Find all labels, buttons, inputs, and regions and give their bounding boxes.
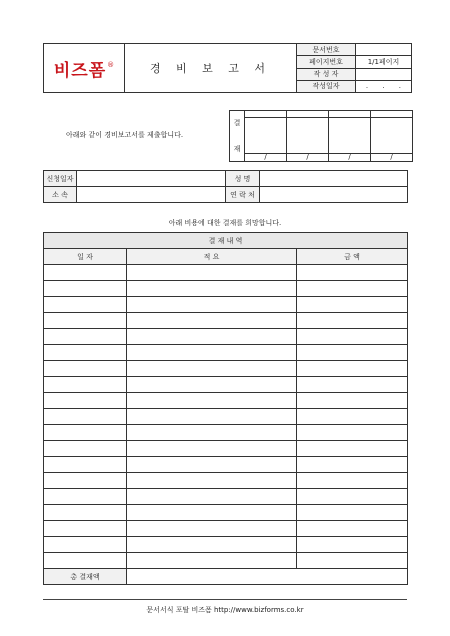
table-row xyxy=(44,441,408,457)
expense-amount-cell[interactable] xyxy=(297,313,408,329)
expense-description-cell[interactable] xyxy=(127,265,297,281)
expense-date-cell[interactable] xyxy=(44,313,127,329)
expense-date-cell[interactable] xyxy=(44,297,127,313)
approval-date-3[interactable]: / xyxy=(329,153,371,162)
table-row xyxy=(44,329,408,345)
approval-title-1[interactable] xyxy=(245,111,287,118)
expense-date-cell[interactable] xyxy=(44,281,127,297)
footer-divider xyxy=(43,599,407,600)
document-title: 경 비 보 고 서 xyxy=(125,44,297,93)
expense-date-cell[interactable] xyxy=(44,553,127,569)
expense-description-cell[interactable] xyxy=(127,457,297,473)
expense-amount-cell[interactable] xyxy=(297,553,408,569)
approval-date-1[interactable]: / xyxy=(245,153,287,162)
expense-amount-cell[interactable] xyxy=(297,473,408,489)
expense-amount-cell[interactable] xyxy=(297,345,408,361)
intro-text: 아래와 같이 경비보고서를 제출합니다. xyxy=(66,131,184,139)
expense-amount-cell[interactable] xyxy=(297,441,408,457)
expense-section-title: 결 재 내 역 xyxy=(44,233,408,249)
table-row xyxy=(44,345,408,361)
expense-description-cell[interactable] xyxy=(127,505,297,521)
expense-description-cell[interactable] xyxy=(127,409,297,425)
department-field[interactable] xyxy=(77,187,226,203)
expense-amount-cell[interactable] xyxy=(297,425,408,441)
expense-date-cell[interactable] xyxy=(44,457,127,473)
approval-date-4[interactable]: / xyxy=(371,153,413,162)
expense-amount-cell[interactable] xyxy=(297,505,408,521)
author-value[interactable] xyxy=(356,68,412,80)
table-row xyxy=(44,425,408,441)
approval-label-top: 결 xyxy=(233,119,241,127)
table-row xyxy=(44,281,408,297)
name-label: 성 명 xyxy=(226,171,260,187)
expense-amount-cell[interactable] xyxy=(297,409,408,425)
table-row xyxy=(44,521,408,537)
expense-amount-cell[interactable] xyxy=(297,281,408,297)
table-row xyxy=(44,377,408,393)
expense-description-cell[interactable] xyxy=(127,425,297,441)
department-label: 소 속 xyxy=(44,187,77,203)
approval-title-2[interactable] xyxy=(287,111,329,118)
expense-description-cell[interactable] xyxy=(127,393,297,409)
apply-date-label: 신청일자 xyxy=(44,171,77,187)
expense-date-cell[interactable] xyxy=(44,473,127,489)
bizforms-logo: 비즈폼 xyxy=(53,60,107,81)
table-row xyxy=(44,473,408,489)
document-header xyxy=(43,43,412,93)
expense-date-cell[interactable] xyxy=(44,489,127,505)
column-header-description: 적 요 xyxy=(127,249,297,265)
approval-title-3[interactable] xyxy=(329,111,371,118)
expense-description-cell[interactable] xyxy=(127,345,297,361)
expense-description-cell[interactable] xyxy=(127,521,297,537)
contact-field[interactable] xyxy=(260,187,408,203)
expense-amount-cell[interactable] xyxy=(297,361,408,377)
apply-date-field[interactable] xyxy=(77,171,226,187)
table-row xyxy=(44,361,408,377)
author-label: 작 성 자 xyxy=(297,68,356,80)
total-amount-field[interactable] xyxy=(127,569,408,585)
table-row xyxy=(44,537,408,553)
table-row xyxy=(44,409,408,425)
table-row xyxy=(44,393,408,409)
column-header-amount: 금 액 xyxy=(297,249,408,265)
table-row xyxy=(44,505,408,521)
table-row xyxy=(44,489,408,505)
applicant-info xyxy=(43,170,408,203)
approval-grid xyxy=(229,110,413,162)
expense-description-cell[interactable] xyxy=(127,473,297,489)
registered-mark: ® xyxy=(107,60,115,69)
expense-amount-cell[interactable] xyxy=(297,265,408,281)
expense-date-cell[interactable] xyxy=(44,329,127,345)
expense-description-cell[interactable] xyxy=(127,361,297,377)
contact-label: 연 락 처 xyxy=(226,187,260,203)
name-field[interactable] xyxy=(260,171,408,187)
expense-date-cell[interactable] xyxy=(44,409,127,425)
expense-date-cell[interactable] xyxy=(44,377,127,393)
expense-description-cell[interactable] xyxy=(127,489,297,505)
expense-description-cell[interactable] xyxy=(127,377,297,393)
total-label: 총 결재액 xyxy=(44,569,127,585)
expense-date-cell[interactable] xyxy=(44,393,127,409)
expense-amount-cell[interactable] xyxy=(297,489,408,505)
created-date-label: 작성일자 xyxy=(297,80,356,92)
approval-sign-1[interactable] xyxy=(245,118,287,153)
table-row xyxy=(44,265,408,281)
approval-title-4[interactable] xyxy=(371,111,413,118)
expense-amount-cell[interactable] xyxy=(297,297,408,313)
page-number-label: 페이지번호 xyxy=(297,56,356,68)
expense-amount-cell[interactable] xyxy=(297,329,408,345)
expense-date-cell[interactable] xyxy=(44,265,127,281)
approval-sign-4[interactable] xyxy=(371,118,413,153)
expense-date-cell[interactable] xyxy=(44,425,127,441)
column-header-date: 일 자 xyxy=(44,249,127,265)
created-date-value[interactable]: . . . xyxy=(356,80,412,92)
expense-description-cell[interactable] xyxy=(127,537,297,553)
page-number-value: 1/1페이지 xyxy=(356,56,412,68)
expense-date-cell[interactable] xyxy=(44,345,127,361)
expense-amount-cell[interactable] xyxy=(297,521,408,537)
table-row xyxy=(44,297,408,313)
expense-amount-cell[interactable] xyxy=(297,393,408,409)
footer-text: 문서서식 포탈 비즈폼 http://www.bizforms.co.kr xyxy=(146,606,304,614)
expense-date-cell[interactable] xyxy=(44,441,127,457)
table-row xyxy=(44,553,408,569)
expense-description-cell[interactable] xyxy=(127,553,297,569)
expense-description-cell[interactable] xyxy=(127,441,297,457)
approval-sign-2[interactable] xyxy=(287,118,329,153)
expense-description-cell[interactable] xyxy=(127,281,297,297)
approval-request-notice: 아래 비용에 대한 결재를 희망합니다. xyxy=(168,219,282,227)
expense-date-cell[interactable] xyxy=(44,505,127,521)
table-row xyxy=(44,313,408,329)
approval-sign-3[interactable] xyxy=(329,118,371,153)
approval-label-bottom: 재 xyxy=(233,145,241,153)
expense-description-cell[interactable] xyxy=(127,329,297,345)
approval-date-2[interactable]: / xyxy=(287,153,329,162)
expense-date-cell[interactable] xyxy=(44,537,127,553)
doc-number-value[interactable] xyxy=(356,44,412,56)
expense-date-cell[interactable] xyxy=(44,361,127,377)
expense-table xyxy=(43,232,408,585)
logo-cell xyxy=(44,44,125,93)
expense-date-cell[interactable] xyxy=(44,521,127,537)
total-row xyxy=(44,569,408,585)
expense-amount-cell[interactable] xyxy=(297,537,408,553)
doc-number-label: 문서번호 xyxy=(297,44,356,56)
expense-amount-cell[interactable] xyxy=(297,457,408,473)
table-row xyxy=(44,457,408,473)
approval-label xyxy=(230,111,245,162)
expense-amount-cell[interactable] xyxy=(297,377,408,393)
expense-description-cell[interactable] xyxy=(127,313,297,329)
expense-description-cell[interactable] xyxy=(127,297,297,313)
